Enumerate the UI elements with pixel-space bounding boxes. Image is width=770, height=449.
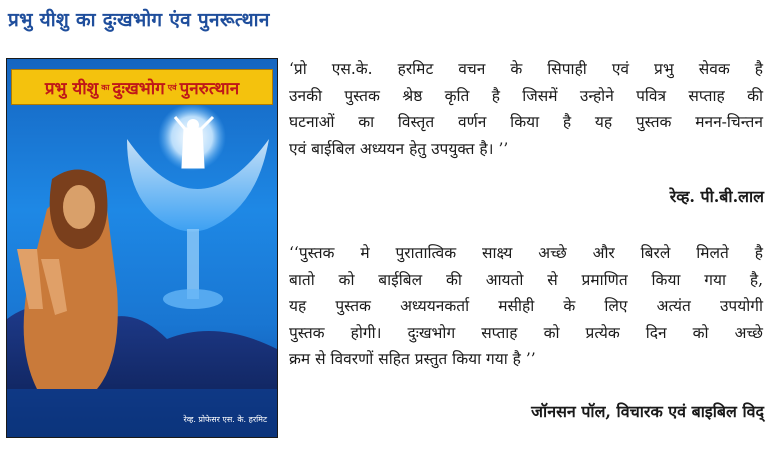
jesus-face bbox=[63, 185, 95, 229]
chalice-stem bbox=[187, 229, 199, 299]
cover-bottom-band bbox=[7, 389, 277, 437]
quote-line: पुस्तक होगी। दुःखभोग सप्ताह को प्रत्येक दिन को अच्छे bbox=[289, 323, 763, 342]
risen-figure-head bbox=[187, 119, 199, 131]
cover-title-part: पुनरुत्थान bbox=[179, 78, 240, 99]
quote-line: एवं बाईबिल अध्ययन हेतु उपयुक्त है। ’’ bbox=[289, 139, 509, 158]
quote-line: बातो को बाईबिल की आयतो से प्रमाणित किया गया है, bbox=[289, 270, 763, 289]
testimonial-quote bbox=[289, 56, 763, 162]
quote-line: क्रम से विवरणों सहित प्रस्तुत किया गया है ’’ bbox=[289, 350, 536, 368]
cover-title bbox=[11, 69, 273, 105]
cover-author: रेव्ह. प्रोफेसर एस. के. हरमिट bbox=[183, 415, 267, 424]
page-title: प्रभु यीशु का दुःखभोग एंव पुनरूत्थान bbox=[8, 9, 270, 31]
quote-line: यह पुस्तक अध्ययनकर्ता मसीही के लिए अत्यंत उपयोगी bbox=[289, 297, 763, 315]
quote-line: ‘‘पुस्तक मे पुरातात्विक साक्ष्य अच्छे और बिरले मिलते है bbox=[289, 244, 763, 262]
testimonial-attribution: जॉनसन पॉल, विचारक एवं बाइबिल विद् bbox=[531, 402, 764, 421]
cover-illustration bbox=[7, 59, 277, 437]
quote-line: घटनाओं का विस्तृत वर्णन किया है यह पुस्तक मनन-चिन्तन bbox=[289, 113, 763, 131]
cover-title-small: एवं bbox=[167, 82, 177, 92]
chalice-base bbox=[163, 289, 223, 309]
cover-title-small: का bbox=[101, 82, 110, 92]
quote-line: ‘प्रो एस.के. हरमिट वचन के सिपाही एवं प्रभु सेवक है bbox=[289, 60, 763, 78]
quote-line: उनकी पुस्तक श्रेष्ठ कृति है जिसमें उन्होने पवित्र सप्ताह की bbox=[289, 86, 763, 105]
cover-title-part: प्रभु यीशु bbox=[44, 78, 99, 99]
book-cover-image bbox=[6, 58, 278, 438]
testimonial-quote bbox=[289, 240, 763, 373]
testimonial-attribution: रेव्ह. पी.बी.लाल bbox=[669, 187, 764, 206]
cover-title-part: दुःखभोग bbox=[112, 78, 165, 99]
